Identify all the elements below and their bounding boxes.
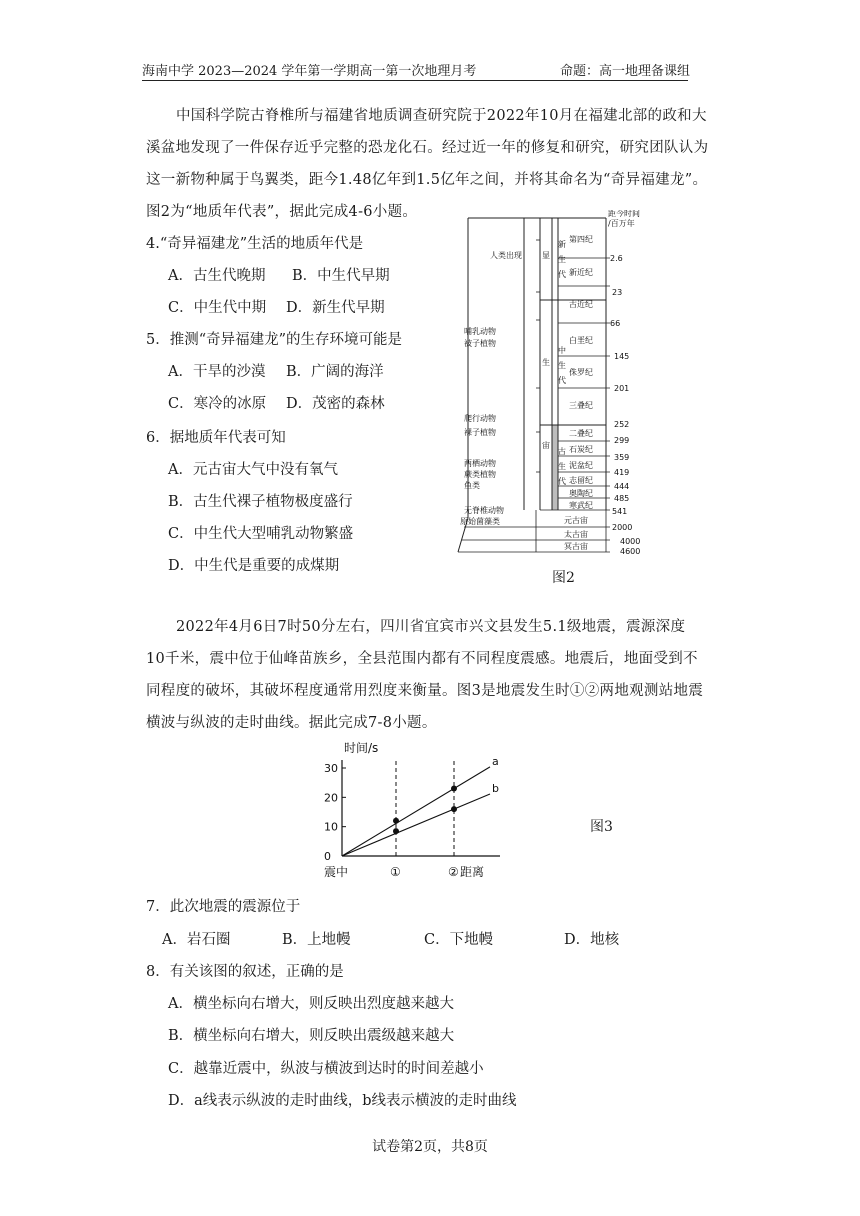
y-tick-label: 30 [324, 762, 338, 775]
period-cretaceous: 白垩纪 [569, 336, 593, 345]
era-paleozoic-3: 代 [558, 477, 566, 486]
q4-option-b: B．中生代早期 [292, 268, 390, 284]
passage2-line-3: 同程度的破坏，其破坏程度通常用烈度来衡量。图3是地震发生时①②两地观测站地震 [146, 683, 704, 699]
age-2-6: 2.6 [610, 254, 623, 263]
period-cambrian: 寒武纪 [569, 501, 593, 510]
data-point-a [451, 786, 457, 792]
age-359: 359 [614, 453, 630, 462]
exam-header-title: 海南中学 2023—2024 学年第一学期高一第一次地理月考 [142, 64, 477, 79]
q5-stem: 5．推测“奇异福建龙”的生存环境可能是 [146, 332, 403, 348]
q5-option-d: D．茂密的森林 [286, 396, 385, 412]
eon-label-part-1: 显 [542, 251, 550, 260]
period-paleogene: 古近纪 [569, 300, 593, 309]
passage1-line-2: 溪盆地发现了一件保存近乎完整的恐龙化石。经过近一年的修复和研究，研究团队认为 [146, 140, 709, 156]
eon-hadean: 冥古宙 [564, 542, 588, 551]
age-201: 201 [614, 384, 630, 393]
y-tick-label: 20 [324, 791, 338, 805]
life-fish: 鱼类 [464, 481, 480, 490]
geologic-time-table [450, 210, 670, 560]
q6-option-b: B．古生代裸子植物极度盛行 [168, 494, 353, 510]
q7-option-c: C．下地幔 [424, 932, 494, 948]
life-gymnosperms: 裸子植物 [464, 428, 496, 437]
period-ordovician: 奥陶纪 [569, 489, 593, 498]
life-ferns: 蕨类植物 [464, 470, 496, 479]
period-triassic: 三叠纪 [569, 401, 593, 410]
q8-option-b: B．横坐标向右增大，则反映出震级越来越大 [168, 1028, 455, 1044]
header-rule [142, 80, 688, 81]
era-cenozoic-1: 新 [558, 240, 566, 249]
life-algae: 原始菌藻类 [460, 517, 500, 526]
x-station-1-label: ① [390, 865, 401, 879]
series-label-b: b [492, 781, 499, 795]
life-angiosperms: 被子植物 [464, 339, 496, 348]
period-devonian: 泥盆纪 [569, 461, 593, 470]
q5-option-a: A．干旱的沙漠 [168, 364, 266, 380]
eon-label-part-2: 生 [542, 358, 550, 367]
q8-option-a: A．横坐标向右增大，则反映出烈度越来越大 [168, 996, 454, 1012]
seismic-travel-time-chart [300, 738, 520, 880]
series-line-a [342, 767, 490, 856]
period-quaternary: 第四纪 [569, 235, 593, 244]
series-label-a: a [492, 754, 499, 768]
x-axis-title: 距离 [460, 865, 485, 879]
age-541: 541 [612, 507, 628, 516]
age-2000: 2000 [612, 523, 633, 532]
passage2-line-1: 2022年4月6日7时50分左右，四川省宜宾市兴文县发生5.1级地震，震源深度 [176, 619, 686, 635]
age-299: 299 [614, 436, 630, 445]
q4-option-d: D．新生代早期 [286, 300, 385, 316]
passage2-line-4: 横波与纵波的走时曲线。据此完成7-8小题。 [146, 715, 437, 731]
life-humans: 人类出现 [490, 251, 522, 260]
era-mesozoic-3: 代 [558, 376, 566, 385]
data-point-a [393, 818, 399, 824]
q6-stem: 6．据地质年代表可知 [146, 430, 286, 446]
q5-option-c: C．寒冷的冰原 [168, 396, 267, 412]
q7-option-b: B．上地幔 [282, 932, 351, 948]
eon-label-part-3: 宙 [542, 441, 550, 450]
passage1-line-1: 中国科学院古脊椎所与福建省地质调查研究院于2022年10月在福建北部的政和大 [176, 108, 707, 124]
age-252: 252 [614, 420, 630, 429]
era-paleozoic-2: 生 [558, 462, 566, 471]
data-point-b [393, 828, 399, 834]
exam-header-author: 命题：高一地理备课组 [560, 64, 691, 79]
x-origin-label: 震中 [324, 865, 349, 879]
era-cenozoic-2: 生 [558, 255, 566, 264]
data-point-b [451, 806, 457, 812]
period-neogene: 新近纪 [569, 268, 593, 277]
life-mammals: 哺乳动物 [464, 327, 496, 336]
q8-option-c: C．越靠近震中，纵波与横波到达时的时间差越小 [168, 1061, 484, 1077]
q6-option-d: D．中生代是重要的成煤期 [168, 558, 340, 574]
figure-3-caption: 图3 [590, 819, 613, 835]
passage1-line-4: 图2为“地质年代表”，据此完成4-6小题。 [146, 204, 418, 220]
q4-option-a: A．古生代晚期 [168, 268, 266, 284]
q4-option-c: C．中生代中期 [168, 300, 267, 316]
q5-option-b: B．广阔的海洋 [286, 364, 384, 380]
period-permian: 二叠纪 [569, 429, 593, 438]
q4-stem: 4.“奇异福建龙”生活的地质年代是 [146, 236, 364, 252]
x-station-2-label: ② [448, 865, 459, 879]
y-tick-label: 10 [324, 820, 338, 834]
q8-option-d: D．a线表示纵波的走时曲线，b线表示横波的走时曲线 [168, 1093, 517, 1109]
age-23: 23 [612, 288, 623, 297]
q7-option-d: D．地核 [564, 932, 620, 948]
era-cenozoic-3: 代 [558, 270, 566, 279]
passage1-line-3: 这一新物种属于鸟翼类，距今1.48亿年到1.5亿年之间，并将其命名为“奇异福建龙”。 [146, 172, 708, 188]
era-mesozoic-1: 中 [558, 346, 566, 355]
age-419: 419 [614, 468, 630, 477]
period-jurassic: 侏罗纪 [569, 368, 593, 377]
life-invertebrates: 无脊椎动物 [464, 506, 504, 515]
era-paleozoic-1: 古 [558, 447, 566, 456]
eon-proterozoic: 元古宙 [564, 516, 588, 525]
series-line-b [342, 794, 490, 856]
life-amphibians: 两栖动物 [464, 459, 496, 468]
q6-option-c: C．中生代大型哺乳动物繁盛 [168, 526, 354, 542]
period-silurian: 志留纪 [569, 476, 593, 485]
q6-option-a: A．元古宙大气中没有氧气 [168, 462, 338, 478]
figure-2-caption: 图2 [552, 570, 575, 586]
y-tick-label: 0 [324, 850, 331, 863]
eon-archean: 太古宙 [564, 530, 588, 539]
life-reptiles: 爬行动物 [464, 414, 496, 423]
q7-option-a: A．岩石圈 [162, 932, 231, 948]
age-axis-title-2: /百万年 [608, 219, 635, 228]
age-66: 66 [610, 319, 621, 328]
period-carboniferous: 石炭纪 [569, 445, 593, 454]
y-axis-title: 时间/s [344, 741, 379, 755]
age-4000: 4000 [620, 537, 641, 546]
age-axis-title-1: 距今时间 [608, 210, 640, 218]
age-4600: 4600 [620, 547, 641, 556]
age-444: 444 [614, 482, 630, 491]
q7-stem: 7．此次地震的震源位于 [146, 899, 301, 915]
era-mesozoic-2: 生 [558, 361, 566, 370]
age-485: 485 [614, 494, 630, 503]
age-145: 145 [614, 352, 630, 361]
page-footer: 试卷第2页，共8页 [372, 1139, 488, 1155]
passage2-line-2: 10千米，震中位于仙峰苗族乡，全县范围内都有不同程度震感。地震后，地面受到不 [146, 651, 698, 667]
q8-stem: 8．有关该图的叙述，正确的是 [146, 964, 344, 980]
